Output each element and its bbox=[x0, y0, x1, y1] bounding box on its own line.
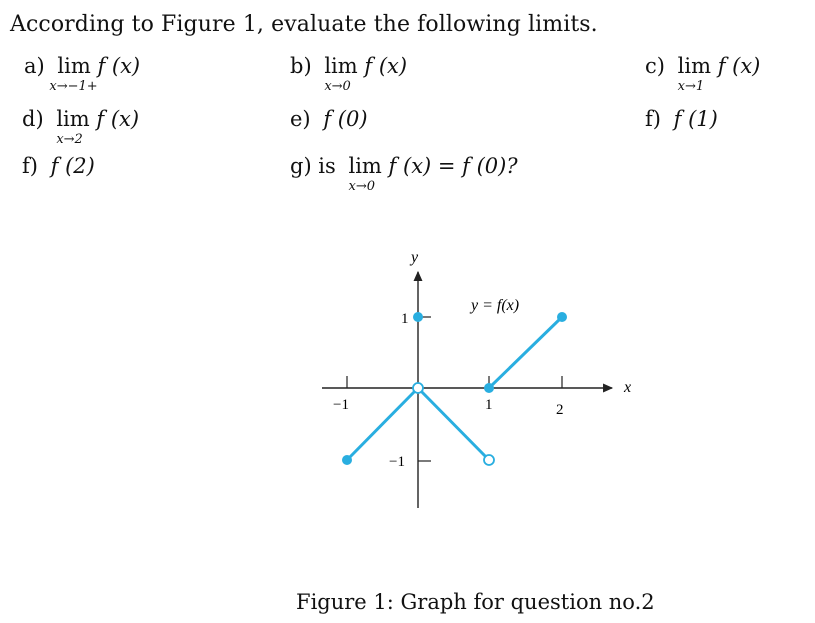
question-c bbox=[645, 54, 761, 94]
question-a bbox=[24, 54, 141, 94]
tick-label-x-neg1: −1 bbox=[333, 397, 349, 413]
question-label: f) bbox=[22, 154, 38, 178]
expression: f (x) bbox=[96, 107, 140, 131]
expression: f (x) = f (0)? bbox=[388, 154, 518, 178]
question-e bbox=[290, 109, 368, 130]
limit-word: lim bbox=[348, 154, 382, 178]
tick-label-y-neg1: −1 bbox=[389, 454, 405, 470]
question-g bbox=[290, 154, 518, 194]
figure-caption: Figure 1: Graph for question no.2 bbox=[296, 590, 655, 614]
limit bbox=[677, 54, 712, 94]
axis-label-x: x bbox=[624, 379, 632, 396]
expression: f (1) bbox=[673, 107, 718, 131]
limit-subscript: x→−1+ bbox=[49, 79, 98, 94]
expression: f (x) bbox=[717, 54, 761, 78]
limit-subscript: x→2 bbox=[56, 132, 83, 147]
function-graph bbox=[300, 240, 660, 520]
limit bbox=[324, 54, 358, 94]
question-label: d) bbox=[22, 107, 44, 131]
closed-point-0-1 bbox=[413, 312, 423, 322]
expression: f (0) bbox=[323, 107, 368, 131]
question-b bbox=[290, 54, 408, 94]
limit-word: lim bbox=[677, 54, 712, 78]
limit-word: lim bbox=[56, 107, 90, 131]
limit-subscript: x→0 bbox=[348, 179, 375, 194]
open-point-1-neg1 bbox=[484, 455, 494, 465]
expression: f (2) bbox=[50, 154, 95, 178]
question-label: g) is bbox=[290, 154, 336, 178]
segment-right-rising bbox=[489, 317, 562, 388]
question-label: b) bbox=[290, 54, 312, 78]
question-d bbox=[22, 107, 140, 147]
limit-subscript: x→0 bbox=[324, 79, 351, 94]
tick-label-x-1: 1 bbox=[485, 397, 493, 413]
expression: f (x) bbox=[364, 54, 408, 78]
question-f2 bbox=[22, 156, 95, 177]
segment-middle-falling bbox=[418, 388, 489, 460]
limit-subscript: x→1 bbox=[677, 79, 705, 94]
limit bbox=[49, 54, 98, 94]
intro-text: According to Figure 1, evaluate the following limits. bbox=[10, 12, 598, 37]
expression: f (x) bbox=[97, 54, 141, 78]
question-label: f) bbox=[645, 107, 661, 131]
tick-label-y-1: 1 bbox=[401, 311, 409, 327]
open-point-0-0 bbox=[413, 383, 423, 393]
question-label: a) bbox=[24, 54, 45, 78]
limit-word: lim bbox=[324, 54, 358, 78]
question-label: c) bbox=[645, 54, 665, 78]
closed-point-neg1-neg1 bbox=[342, 455, 352, 465]
axis-label-y: y bbox=[411, 249, 419, 266]
limit-word: lim bbox=[57, 54, 91, 78]
closed-point-1-0 bbox=[484, 383, 494, 393]
question-label: e) bbox=[290, 107, 311, 131]
question-f bbox=[645, 109, 718, 130]
tick-label-x-2: 2 bbox=[556, 402, 564, 418]
segment-left-rising bbox=[347, 388, 418, 460]
limit bbox=[348, 154, 382, 194]
limit bbox=[56, 107, 90, 147]
curve-label: y = f(x) bbox=[471, 297, 520, 314]
closed-point-2-1 bbox=[557, 312, 567, 322]
